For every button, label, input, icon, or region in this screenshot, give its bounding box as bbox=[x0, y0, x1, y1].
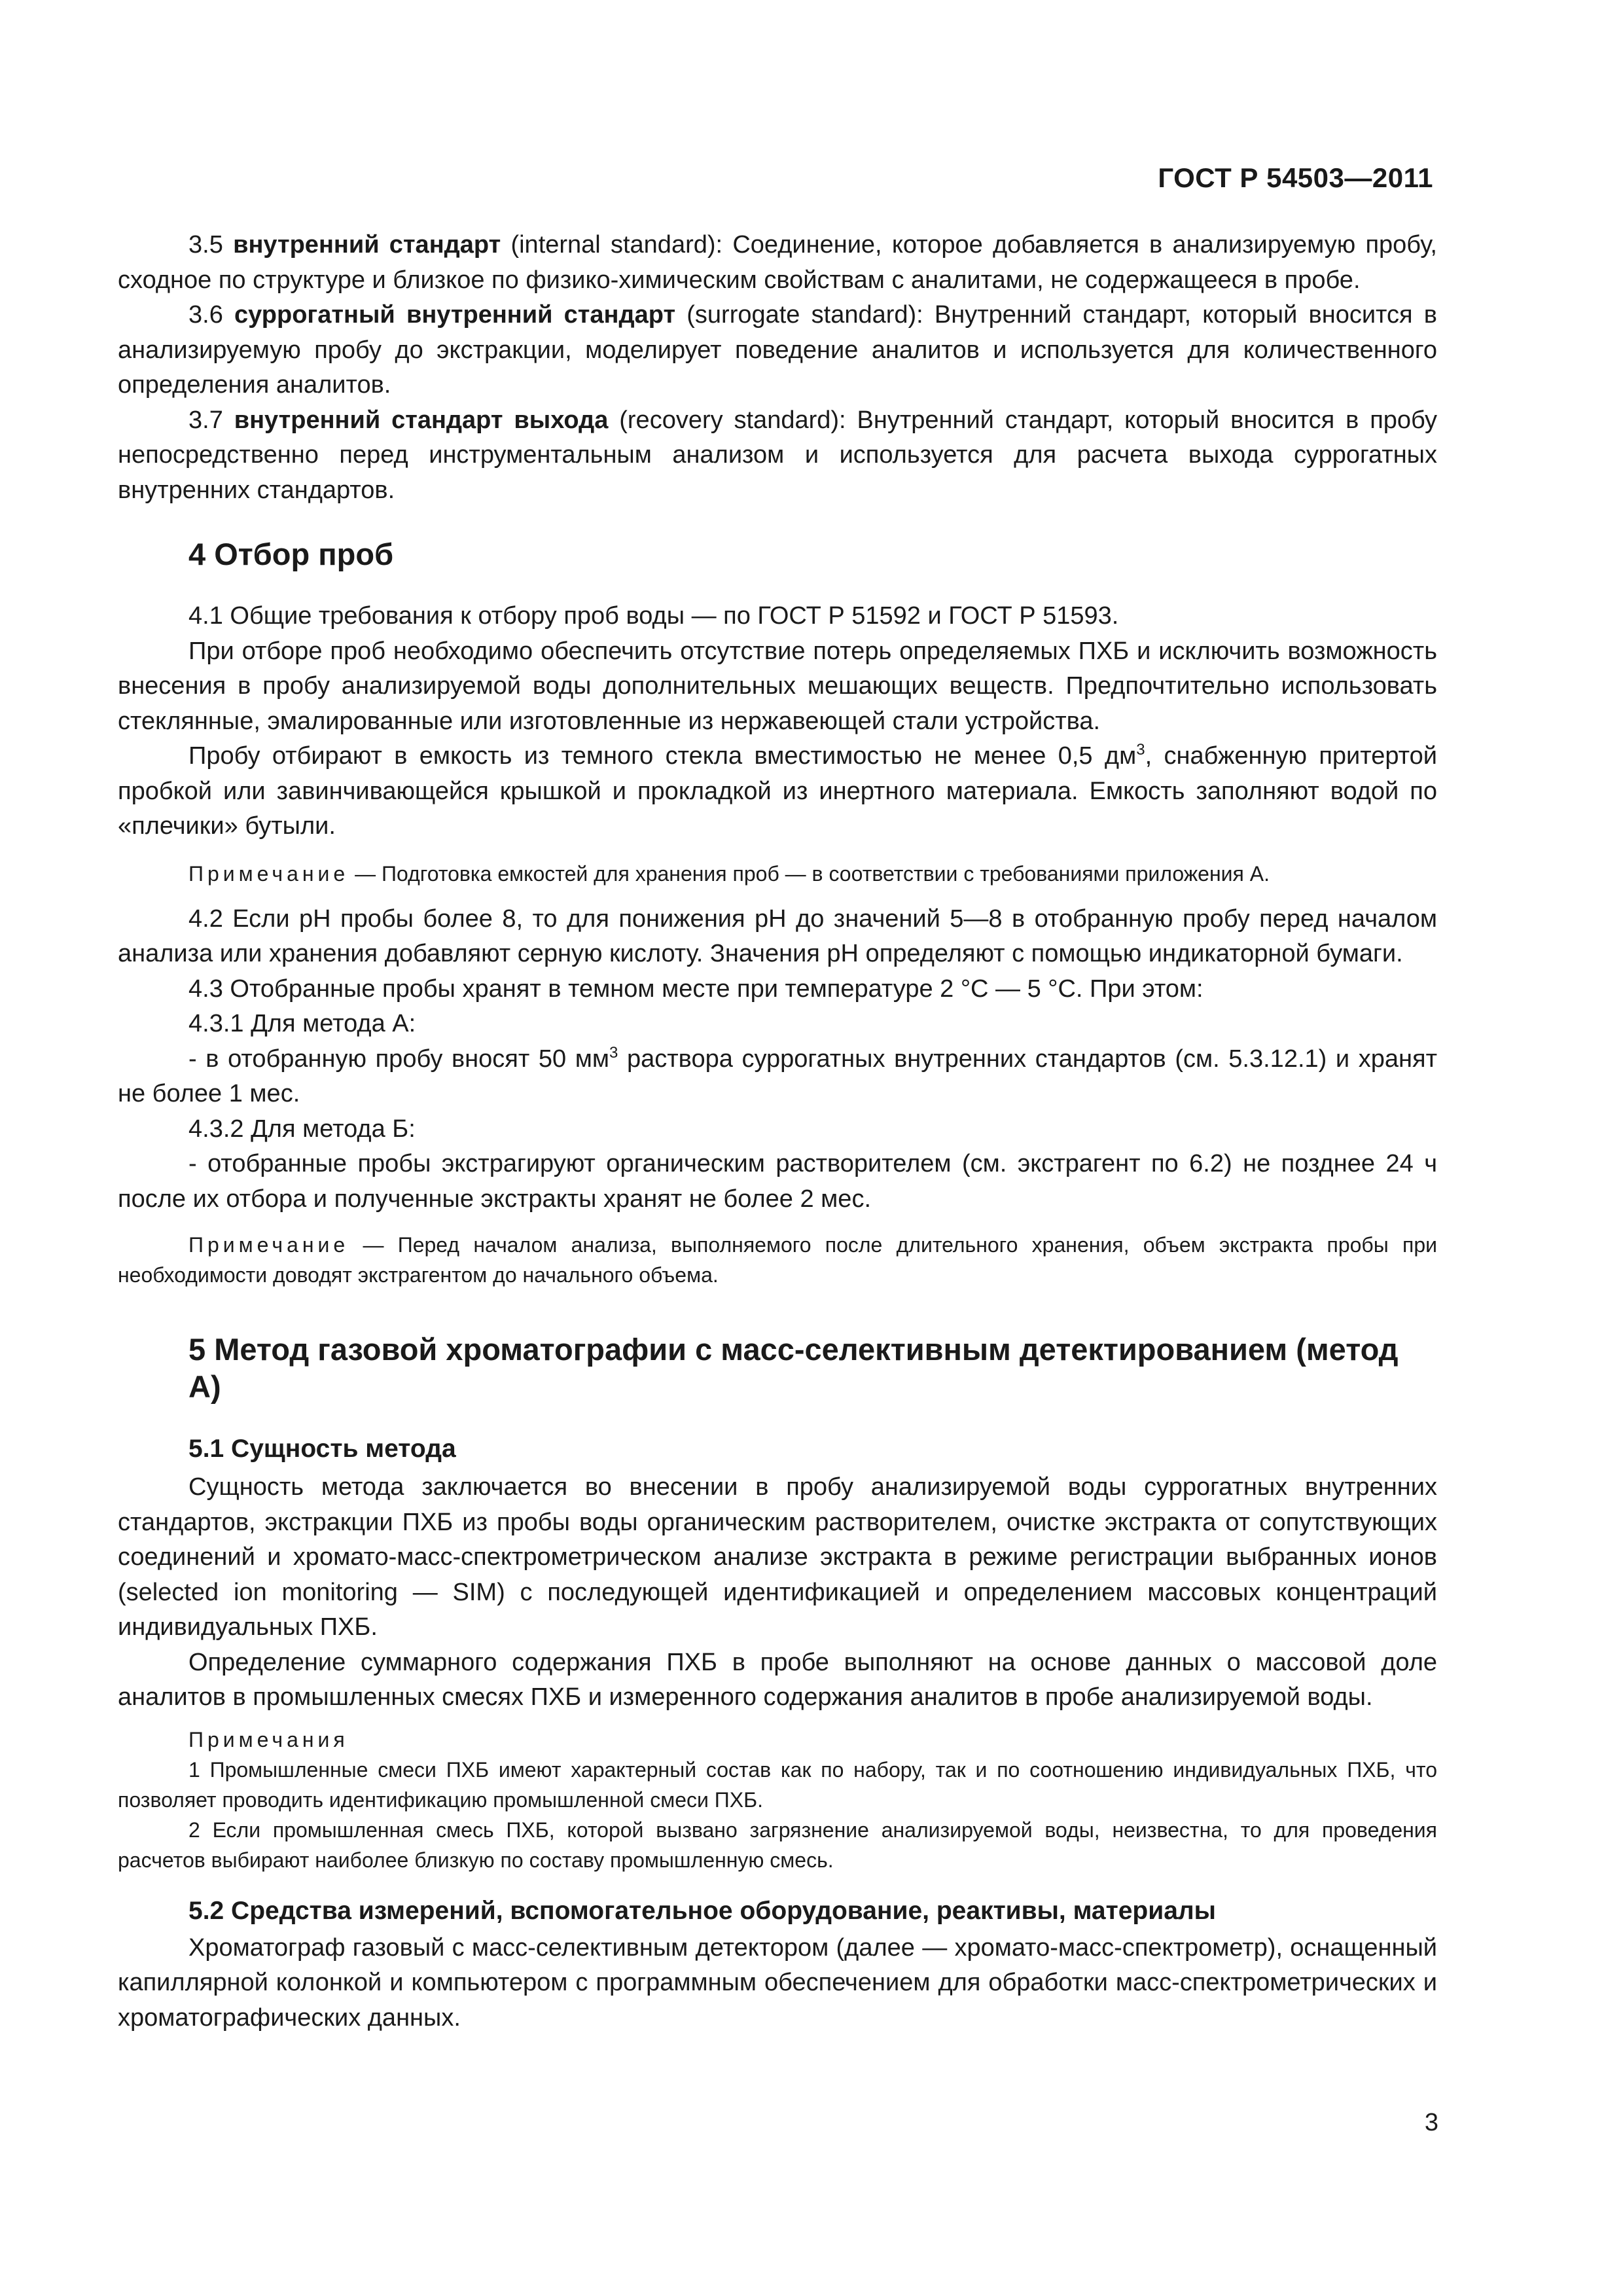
paragraph-4-1-requirements: При отборе проб необходимо обеспечить отсутствие потерь определяемых ПХБ и исключить возможность внесения в пробу анализируемой воды дополнительных мешающих веществ. Предпочтительно использовать стеклянные, эмалированные или изготовленные из нержавеющей стали устройства. bbox=[118, 637, 1437, 735]
term-number: 3.6 bbox=[188, 301, 223, 329]
term-name: внутренний стандарт выхода bbox=[234, 406, 609, 434]
paragraph-4-3-1: 4.3.1 Для метода А: bbox=[188, 1010, 416, 1037]
paragraph-5-2-chromatograph: Хроматограф газовый с масс-селективным детектором (далее — хромато-масс-спектрометр), оснащенный капиллярной колонкой и компьютером с программным обеспечением для обработки масс-спектрометрических и хроматографических данных. bbox=[118, 1933, 1437, 2032]
note-text: — Подготовка емкостей для хранения проб — в соответствии с требованиями приложения А. bbox=[349, 861, 1270, 886]
note-label: Примечание bbox=[188, 1233, 349, 1257]
paragraph-4-3: 4.3 Отобранные пробы хранят в темном месте при температуре 2 °С — 5 °С. При этом: bbox=[188, 975, 1204, 1003]
paragraph-4-3-2: 4.3.2 Для метода Б: bbox=[188, 1115, 416, 1143]
term-name: суррогатный внутренний стандарт bbox=[234, 301, 676, 329]
note-1-industrial-mixtures: 1 Промышленные смеси ПХБ имеют характерный состав как по набору, так и по соотношению индивидуальных ПХБ, что позволяет проводить идентификацию промышленной смеси ПХБ. bbox=[118, 1757, 1437, 1812]
term-name: внутренний стандарт bbox=[233, 231, 501, 259]
paragraph-5-1-total: Определение суммарного содержания ПХБ в пробе выполняют на основе данных о массовой доле аналитов в промышленных смесях ПХБ и измеренного содержания аналитов в пробе анализируемой воды. bbox=[118, 1648, 1437, 1711]
term-3-7 bbox=[118, 403, 1437, 509]
term-3-6 bbox=[118, 298, 1437, 403]
section-5-heading: 5 Метод газовой хроматографии с масс-селективным детектированием (метод А) bbox=[188, 1332, 1399, 1404]
paragraph-4-3-2-item: - отобранные пробы экстрагируют органическим растворителем (см. экстрагент по 6.2) не позднее 24 ч после их отбора и полученные экстракты хранят не более 2 мес. bbox=[118, 1150, 1437, 1213]
term-definition: (recovery standard): Внутренний стандарт, который вносится в пробу непосредственно перед инструментальным анализом и используется для расчета выхода суррогатных внутренних стандартов. bbox=[118, 406, 1437, 504]
note-container-prep bbox=[118, 859, 1437, 889]
paragraph-5-1-essence: Сущность метода заключается во внесении в пробу анализируемой воды суррогатных внутренних стандартов, экстракции ПХБ из пробы воды органическим растворителем, очистке экстракта от сопутствующих соединений и хромато-масс-спектрометрическом анализе экстракта в режиме регистрации выбранных ионов (selected ion monitoring — SIM) с последующей идентификацией и определением массовых концентраций индивидуальных ПХБ. bbox=[118, 1473, 1437, 1641]
term-3-5 bbox=[118, 228, 1437, 298]
note-label: Примечание bbox=[188, 861, 349, 886]
paragraph-4-2: 4.2 Если pH пробы более 8, то для понижения pH до значений 5—8 в отобранную пробу перед началом анализа или хранения добавляют серную кислоту. Значения pH определяют с помощью индикаторной бумаги. bbox=[118, 905, 1437, 967]
term-definition: (surrogate standard): Внутренний стандарт, который вносится в анализируемую пробу до экстракции, моделирует поведение аналитов и используется для количественного определения аналитов. bbox=[118, 301, 1437, 399]
paragraph-4-3-1-item bbox=[118, 1042, 1437, 1112]
note-text: — Перед началом анализа, выполняемого после длительного хранения, объем экстракта пробы при необходимости доводят экстрагентом до начального объема. bbox=[118, 1233, 1437, 1287]
paragraph-4-1-container bbox=[118, 739, 1437, 844]
document-code-header: ГОСТ Р 54503—2011 bbox=[1158, 162, 1433, 193]
container-text-end: , снабженную притертой пробкой или завинчивающейся крышкой и прокладкой из инертного материала. Емкость заполняют водой по «плечики» бутыли. bbox=[118, 742, 1437, 840]
term-number: 3.5 bbox=[188, 231, 223, 259]
paragraph-4-1: 4.1 Общие требования к отбору проб воды — по ГОСТ Р 51592 и ГОСТ Р 51593. bbox=[188, 602, 1119, 630]
notes-label bbox=[118, 1725, 1437, 1755]
page-content bbox=[118, 228, 1437, 2036]
page-number: 3 bbox=[1424, 2109, 1438, 2136]
subsection-5-1-heading: 5.1 Сущность метода bbox=[188, 1435, 456, 1463]
subsection-5-2-heading: 5.2 Средства измерений, вспомогательное оборудование, реактивы, материалы bbox=[188, 1896, 1216, 1925]
item-text-end: раствора суррогатных внутренних стандартов (см. 5.3.12.1) и хранят не более 1 мес. bbox=[118, 1045, 1437, 1107]
superscript-3: 3 bbox=[1136, 741, 1145, 759]
superscript-3: 3 bbox=[609, 1043, 618, 1062]
note-2-unknown-mixture: 2 Если промышленная смесь ПХБ, которой вызвано загрязнение анализируемой воды, неизвестна, то для проведения расчетов выбирают наиболее близкую по составу промышленную смесь. bbox=[118, 1818, 1437, 1872]
term-number: 3.7 bbox=[188, 406, 223, 434]
section-4-heading: 4 Отбор проб bbox=[188, 537, 394, 571]
container-text-start: Пробу отбирают в емкость из темного стекла вместимостью не менее 0,5 дм bbox=[188, 742, 1137, 770]
note-long-storage bbox=[118, 1230, 1437, 1290]
notes-label-text: Примечания bbox=[188, 1727, 349, 1751]
term-definition: (internal standard): Соединение, которое добавляется в анализируемую пробу, сходное по структуре и близкое по физико-химическим свойствам с аналитами, не содержащееся в пробе. bbox=[118, 231, 1437, 294]
item-text-start: - в отобранную пробу вносят 50 мм bbox=[188, 1045, 610, 1073]
